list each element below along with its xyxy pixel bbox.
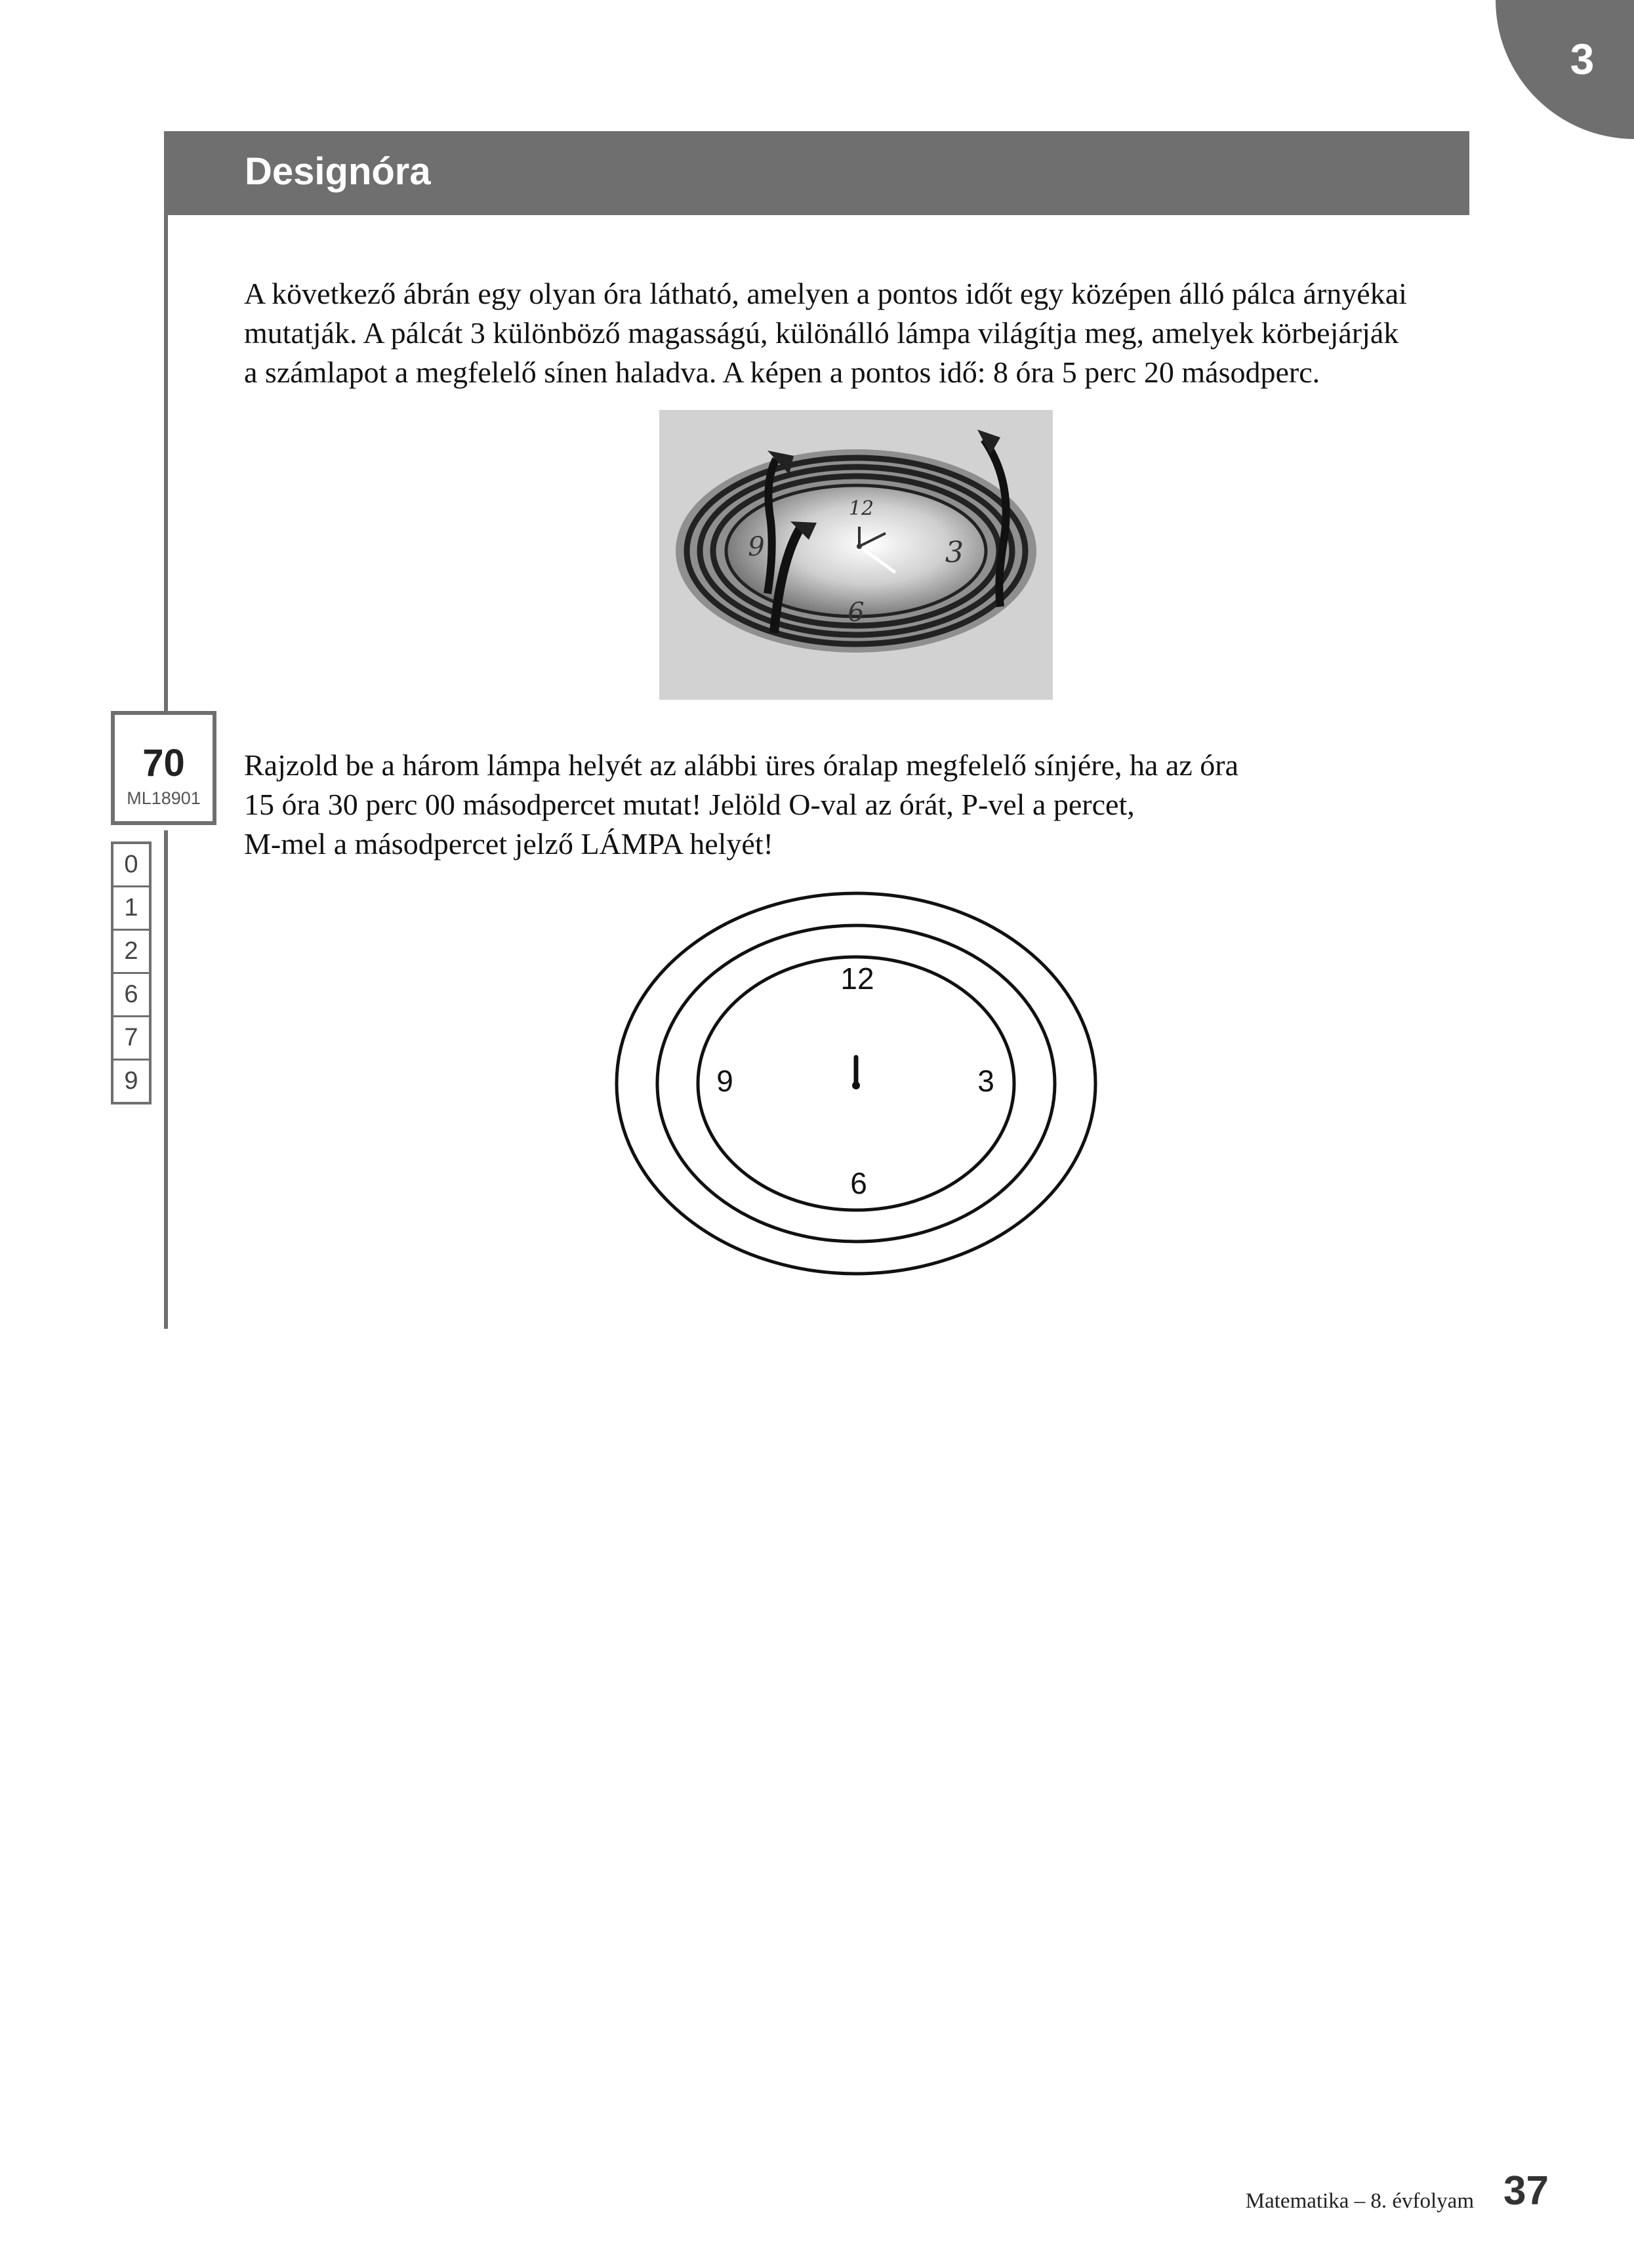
intro-paragraph	[244, 274, 1471, 392]
score-box: 2	[113, 931, 149, 974]
design-clock-photo	[659, 410, 1053, 700]
photo-label-12: 12	[848, 497, 874, 520]
clock-label-6: 6	[850, 1166, 867, 1200]
score-boxes	[111, 841, 152, 1104]
margin-rule-top	[164, 215, 168, 711]
task-line: 15 óra 30 perc 00 másodpercet mutat! Jelöld O-val az órát, P-vel a percet,	[244, 788, 1135, 821]
task-number: 70	[142, 742, 185, 784]
task-number-box	[111, 711, 216, 825]
footer-text: Matematika – 8. évfolyam	[1245, 2189, 1474, 2213]
margin-rule-bottom	[164, 830, 168, 1329]
page-title: Designóra	[245, 150, 431, 193]
clock-label-9: 9	[716, 1064, 733, 1098]
score-box: 7	[113, 1017, 149, 1061]
intro-line: A következő ábrán egy olyan óra látható, amelyen a pontos időt egy középen álló pálca árnyékai	[244, 277, 1407, 310]
task-line: Rajzold be a három lámpa helyét az alábbi üres óralap megfelelő sínjére, ha az óra	[244, 748, 1239, 782]
intro-line: a számlapot a megfelelő sínen haladva. A képen a pontos idő: 8 óra 5 perc 20 másodperc.	[244, 355, 1320, 389]
score-box: 6	[113, 974, 149, 1017]
photo-label-3: 3	[945, 536, 964, 569]
task-line: M-mel a másodpercet jelző LÁMPA helyét!	[244, 827, 773, 861]
photo-label-9: 9	[748, 532, 765, 562]
task-code: ML18901	[127, 788, 201, 808]
page-number: 37	[1503, 2168, 1549, 2214]
score-box: 0	[113, 844, 149, 887]
score-box: 9	[124, 1067, 138, 1095]
intro-line: mutatják. A pálcát 3 különböző magasságú, különálló lámpa világítja meg, amelyek körbejárják	[244, 316, 1399, 350]
score-box: 1	[113, 887, 149, 931]
blank-clock-diagram[interactable]	[610, 887, 1102, 1280]
clock-label-3: 3	[977, 1064, 994, 1098]
chapter-number: 3	[1570, 35, 1595, 83]
task-paragraph	[244, 746, 1471, 864]
clock-label-12: 12	[840, 962, 874, 996]
photo-label-6: 6	[848, 597, 865, 628]
center-dot	[852, 1082, 860, 1089]
